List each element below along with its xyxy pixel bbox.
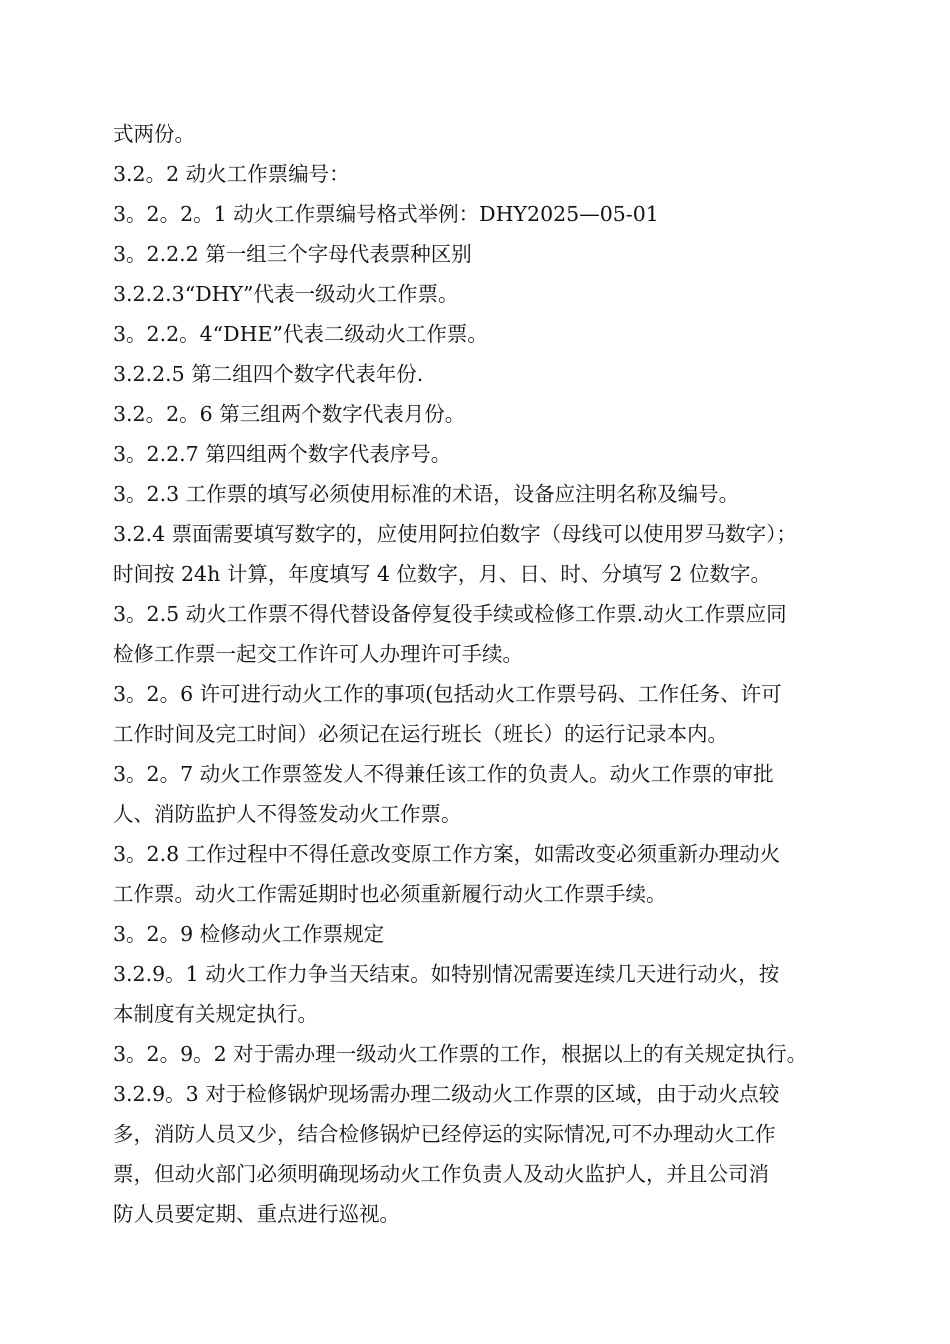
text-line: 3.2.2.5 第二组四个数字代表年份. <box>113 362 424 386</box>
text-line: 3。2。9 检修动火工作票规定 <box>113 922 385 946</box>
text-line: 3。2。6 许可进行动火工作的事项(包括动火工作票号码、工作任务、许可 <box>113 682 782 706</box>
text-line: 3.2.4 票面需要填写数字的，应使用阿拉伯数字（母线可以使用罗马数字）； <box>113 522 797 546</box>
text-line: 3。2.5 动火工作票不得代替设备停复役手续或检修工作票.动火工作票应同 <box>113 602 787 626</box>
text-line: 3。2.2。4“DHE”代表二级动火工作票。 <box>113 322 488 346</box>
text-line: 3.2。2。6 第三组两个数字代表月份。 <box>113 402 466 426</box>
text-line: 防人员要定期、重点进行巡视。 <box>113 1202 400 1226</box>
text-line: 工作时间及完工时间）必须记在运行班长（班长）的运行记录本内。 <box>113 722 728 746</box>
text-line: 3。2。7 动火工作票签发人不得兼任该工作的负责人。动火工作票的审批 <box>113 762 774 786</box>
text-line: 3.2.9。3 对于检修锅炉现场需办理二级动火工作票的区域，由于动火点较 <box>113 1082 780 1106</box>
text-line: 3.2。2 动火工作票编号： <box>113 162 350 186</box>
text-line: 式两份。 <box>113 122 195 146</box>
text-line: 3。2。2。1 动火工作票编号格式举例：DHY2025—05-01 <box>113 202 659 226</box>
text-line: 时间按 24h 计算，年度填写 4 位数字，月、日、时、分填写 2 位数字。 <box>113 562 771 586</box>
text-line: 3.2.2.3“DHY”代表一级动火工作票。 <box>113 282 459 306</box>
text-line: 多，消防人员又少，结合检修锅炉已经停运的实际情况,可不办理动火工作 <box>113 1122 776 1146</box>
text-line: 工作票。动火工作需延期时也必须重新履行动火工作票手续。 <box>113 882 667 906</box>
text-line: 3.2.9。1 动火工作力争当天结束。如特别情况需要连续几天进行动火，按 <box>113 962 780 986</box>
text-line: 本制度有关规定执行。 <box>113 1002 318 1026</box>
text-line: 3。2.2.7 第四组两个数字代表序号。 <box>113 442 452 466</box>
text-line: 3。2.8 工作过程中不得任意改变原工作方案，如需改变必须重新办理动火 <box>113 842 781 866</box>
text-line: 3。2.2.2 第一组三个字母代表票种区别 <box>113 242 472 266</box>
document-page <box>113 114 849 1234</box>
text-line: 检修工作票一起交工作许可人办理许可手续。 <box>113 642 523 666</box>
text-line: 票，但动火部门必须明确现场动火工作负责人及动火监护人，并且公司消 <box>113 1162 769 1186</box>
text-line: 3。2。9。2 对于需办理一级动火工作票的工作，根据以上的有关规定执行。 <box>113 1042 808 1066</box>
text-line: 3。2.3 工作票的填写必须使用标准的术语，设备应注明名称及编号。 <box>113 482 740 506</box>
text-line: 人、消防监护人不得签发动火工作票。 <box>113 802 462 826</box>
